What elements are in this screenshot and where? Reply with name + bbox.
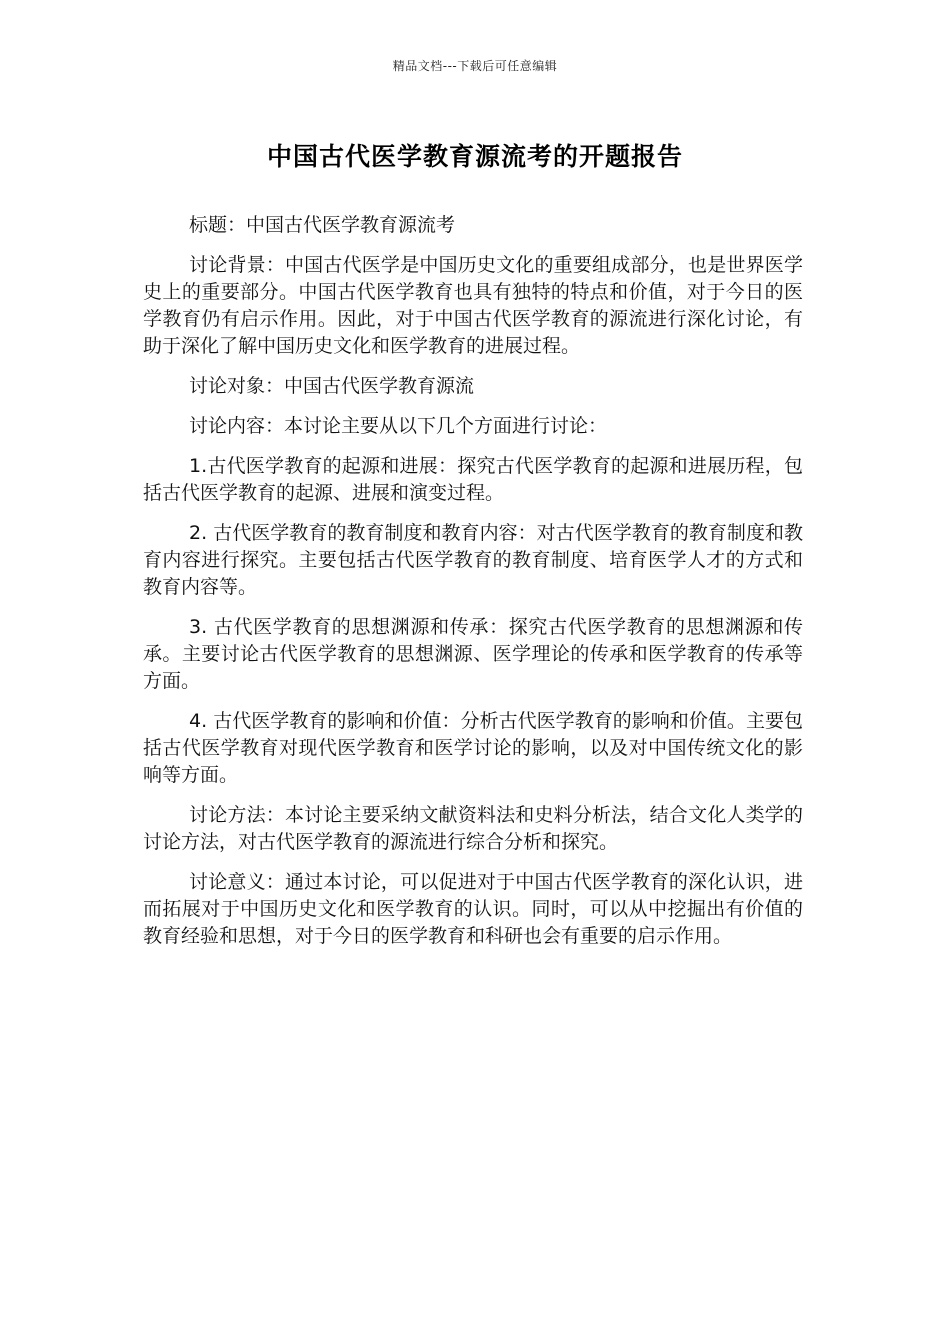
paragraph-content-intro: 讨论内容：本讨论主要从以下几个方面进行讨论： xyxy=(189,415,608,437)
paragraph-item-2: 2. 古代医学教育的教育制度和教育内容：对古代医学教育的教育制度和教育内容进行探究。主要包括古代医学教育的教育制度、培育医学人才的方式和教育内容等。 xyxy=(143,522,803,598)
paragraph-title-line: 标题：中国古代医学教育源流考 xyxy=(189,214,456,236)
paragraph-significance: 讨论意义：通过本讨论，可以促进对于中国古代医学教育的深化认识，进而拓展对于中国历史文化和医学教育的认识。同时，可以从中挖掘出有价值的教育经验和思想，对于今日的医学教育和科研也会有重要的启示作用。 xyxy=(143,871,803,947)
paragraph-subject: 讨论对象：中国古代医学教育源流 xyxy=(189,375,475,397)
document-body xyxy=(143,212,803,963)
paragraph-background: 讨论背景：中国古代医学是中国历史文化的重要组成部分，也是世界医学史上的重要部分。中国古代医学教育也具有独特的特点和价值，对于今日的医学教育仍有启示作用。因此，对于中国古代医学教育的源流进行深化讨论，有助于深化了解中国历史文化和医学教育的进展过程。 xyxy=(143,254,803,357)
paragraph-item-3: 3. 古代医学教育的思想渊源和传承：探究古代医学教育的思想渊源和传承。主要讨论古代医学教育的思想渊源、医学理论的传承和医学教育的传承等方面。 xyxy=(143,616,803,692)
paragraph-item-4: 4. 古代医学教育的影响和价值：分析古代医学教育的影响和价值。主要包括古代医学教育对现代医学教育和医学讨论的影响，以及对中国传统文化的影响等方面。 xyxy=(143,710,803,786)
document-title: 中国古代医学教育源流考的开题报告 xyxy=(266,142,683,171)
header-note: 精品文档---下载后可任意编辑 xyxy=(392,59,558,73)
paragraph-item-1: 1.古代医学教育的起源和进展：探究古代医学教育的起源和进展历程，包括古代医学教育的起源、进展和演变过程。 xyxy=(143,455,803,504)
paragraph-method: 讨论方法：本讨论主要采纳文献资料法和史料分析法，结合文化人类学的讨论方法，对古代医学教育的源流进行综合分析和探究。 xyxy=(143,804,803,853)
